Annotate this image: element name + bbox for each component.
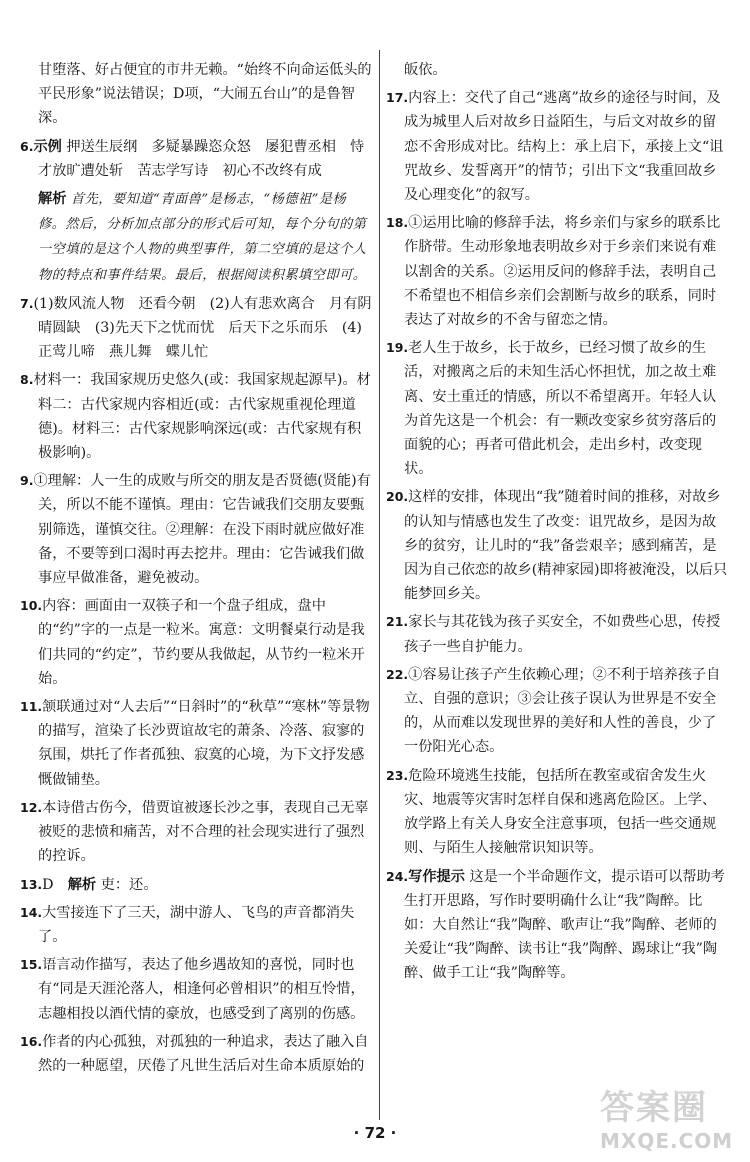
answer-item [386,610,730,658]
answer-number: 17. [386,90,409,106]
answer-text: 作者的内心孤独，对孤独的一种追求，表达了融入自然的一种愿望，厌倦了凡世生活后对生命本质原始的 [38,1033,369,1074]
answer-text: 颔联通过对“人去后”“日斜时”的“秋草”“寒林”等景物的描写，渲染了长沙贾谊故宅的萧条、冷落、寂寥的氛围，烘托了作者孤独、寂寞的心境，为下文抒发感慨做铺垫。 [38,699,370,788]
answer-item [20,901,372,949]
answer-text: 家长与其花钱为孩子买安全，不如费些心思，传授孩子一些自护能力。 [404,614,721,655]
answer-item [20,469,372,590]
answer-number: 22. [386,666,409,682]
answer-item [386,58,730,82]
answer-number: 24. [386,868,409,884]
answer-item [20,1030,372,1078]
answer-item [386,86,730,207]
answer-item [20,695,372,792]
column-divider [379,50,380,1120]
answer-item [386,211,730,332]
answer-text: 这是一个半命题作文，提示语可以帮助考生打开思路，写作时要明确什么让“我”陶醉。比如：大自然让“我”陶醉、歌声让“我”陶醉、老师的关爱让“我”陶醉、读书让“我”陶醉、踢球让“我”陶醉、做手工让“我”陶醉等。 [404,868,725,982]
answer-text: ①理解：人一生的成败与所交的朋友是否贤德(贤能)有关，所以不能不谨慎。理由：它告诫我们交朋友要甄别筛选，谨慎交往。②理解：在没下雨时就应做好准备，不要等到口渴时再去挖井。理由：它告诫我们做事应早做准备，避免被动。 [33,473,371,587]
answer-number: 16. [20,1033,43,1049]
answer-tag: 解析 [67,876,97,893]
answer-number: 20. [386,489,409,505]
answer-item [20,135,372,183]
answer-text: ①运用比喻的修辞手法，将乡亲们与家乡的联系比作脐带。生动形象地表明故乡对于乡亲们来说有难以割舍的关系。②运用反问的修辞手法，表明自己不希望也不相信乡亲们会割断与故乡的联系，同时表达了对故乡的不舍与留恋之情。 [404,215,721,329]
answer-text: 大雪接连下了三天，湖中游人、飞鸟的声音都消失了。 [38,904,355,945]
answer-text: 内容：画面由一双筷子和一个盘子组成，盘中的“约”字的一点是一粒米。寓意：文明餐桌行动是我们共同的“约定”，节约要从我做起，从节约一粒米开始。 [38,598,365,687]
answer-item [20,796,372,869]
answer-number: 7. [20,295,34,311]
answer-item [386,485,730,606]
watermark-site: MXQE.COM [600,1129,734,1153]
watermark [600,1080,740,1156]
answer-text: 皈依。 [404,62,447,78]
answer-item [20,873,372,897]
page-number-value: 72 [364,1124,386,1142]
answer-number: 12. [20,799,43,815]
answer-number: 13. [20,876,43,892]
answer-item [20,58,372,131]
right-column [386,58,730,990]
answer-text: 这样的安排，体现出“我”随着时间的推移，对故乡的认知与情感也发生了改变：诅咒故乡，是因为故乡的贫穷，让儿时的“我”备尝艰辛；感到痛苦，是因为自己依恋的故乡(精神家园)即将被淹没，以后只能梦回乡关。 [404,489,728,603]
answer-text: 老人生于故乡，长于故乡，已经习惯了故乡的生活，对搬离之后的未知生活心怀担忧，加之故土难离、安土重迁的情感，所以不希望离开。年轻人认为首先这是一个机会：有一颗改变家乡贫穷落后的面貌的心；再者可借此机会，走出乡村，改变现状。 [404,340,717,478]
answer-tag: 写作提示 [408,868,465,885]
answer-number: 9. [20,473,34,489]
answer-item [20,594,372,691]
answer-number: 11. [20,699,43,715]
answer-number: 21. [386,614,409,630]
answer-number: 10. [20,598,43,614]
answer-item [386,764,730,861]
answer-item [386,336,730,481]
watermark-logo: 答案圈 [600,1088,708,1128]
answer-tag: 解析 [38,191,67,208]
answer-text: 首先，要知道“青面兽”是杨志，“杨德祖”是杨修。然后，分析加点部分的形式后可知，每个分句的第一空填的是这个人物的典型事件，第二空填的是这个人物的特点和事件结果。最后，根据阅读积累填空即可。 [38,192,367,283]
answer-item [386,865,730,986]
answer-text: 材料一：我国家规历史悠久(或：我国家规起源早)。材料二：古代家规内容相近(或：古代家规重视伦理道德)。材料三：古代家规影响深远(或：古代家规有积极影响)。 [33,372,371,462]
answer-text: ①容易让孩子产生依赖心理；②不利于培养孩子自立、自强的意识；③会让孩子误认为世界是不安全的，从而难以发现世界的美好和人性的善良，少了一份阳光心态。 [404,666,721,756]
answer-text: 危险环境逃生技能，包括所在教室或宿舍发生火灾、地震等灾害时怎样自保和逃离危险区。上学、放学路上有关人身安全注意事项，包括一些交通规则、与陌生人接触常识知识等。 [404,767,717,857]
answer-text: (1)数风流人物 还看今朝 (2)人有悲欢离合 月有阴晴圆缺 (3)先天下之忧而忧 后天下之乐而乐 (4)正莺儿啼 燕儿舞 蝶儿忙 [33,295,372,361]
answer-text: D [42,876,68,893]
answer-item [20,187,372,288]
answer-number: 15. [20,957,43,973]
answer-text: 语言动作描写，表达了他乡遇故知的喜悦，同时也有“同是天涯沦落人，相逢何必曾相识”的相互怜惜，志趣相投以酒代情的豪放，也感受到了离别的伤感。 [38,957,365,1022]
answer-text: 甘堕落、好占便宜的市井无赖。“始终不向命运低头的平民形象”说法错误；D项，“大闹五台山”的是鲁智深。 [38,62,372,127]
answer-text: 本诗借古伤今，借贾谊被逐长沙之事，表现自己无辜被贬的悲愤和痛苦，对不合理的社会现实进行了强烈的控诉。 [38,799,369,865]
answer-number: 8. [20,372,34,388]
answer-item [20,292,372,365]
answer-number: 18. [386,215,409,231]
answer-tag: 示例 [33,138,62,155]
answer-text: 内容上：交代了自己“逃离”故乡的途径与时间，及成为城里人后对故乡日益陌生，与后文对故乡的留恋不舍形成对比。结构上：承上启下，承接上文“诅咒故乡、发誓离开”的情节；引出下文“我重回故乡及心理变化”的叙写。 [404,90,724,204]
answer-number: 23. [386,767,409,783]
answer-item [20,368,372,465]
answer-number: 6. [20,138,34,154]
page-number-dot-left: · [353,1124,360,1142]
answer-number: 14. [20,904,43,920]
answer-item [386,663,730,760]
answer-number: 19. [386,340,409,356]
answer-item [20,953,372,1026]
answer-text: 吏：还。 [100,876,158,893]
answer-text: 押送生辰纲 多疑暴躁恣众怒 屡犯曹丞相 恃才放旷遭处斩 苦志学写诗 初心不改终有成 [38,138,365,179]
page-number-dot-right: · [390,1124,397,1142]
left-column [20,58,372,1082]
